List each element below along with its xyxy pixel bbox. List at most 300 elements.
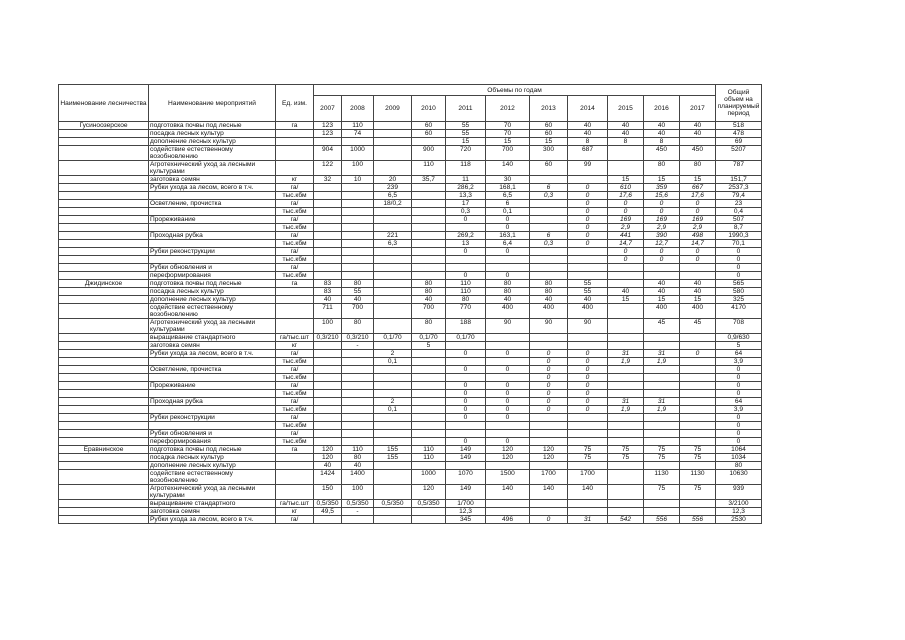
value-cell: 0 — [568, 208, 608, 216]
value-cell — [680, 438, 716, 446]
total-cell: 0,4 — [716, 208, 762, 216]
value-cell: 45 — [644, 319, 680, 334]
forestry-name-cell — [59, 350, 149, 358]
value-cell — [342, 366, 374, 374]
unit-cell: га/ — [276, 382, 314, 390]
unit-cell: тыс.кбм — [276, 358, 314, 366]
value-cell — [530, 508, 568, 516]
value-cell — [314, 232, 342, 240]
value-cell: 120 — [412, 485, 446, 500]
value-cell: 542 — [608, 516, 644, 524]
header-year: 2012 — [486, 96, 530, 122]
forestry-name-cell — [59, 390, 149, 398]
activity-name-cell: Проходная рубка — [149, 398, 276, 406]
total-cell: 4170 — [716, 304, 762, 319]
value-cell: 0,3 — [446, 208, 486, 216]
value-cell — [342, 232, 374, 240]
activity-name-cell: посадка лесных культур — [149, 454, 276, 462]
value-cell: 1,9 — [644, 406, 680, 414]
value-cell: 188 — [446, 319, 486, 334]
total-cell: 3,9 — [716, 406, 762, 414]
value-cell: 496 — [486, 516, 530, 524]
value-cell — [374, 208, 412, 216]
value-cell: 11 — [446, 176, 486, 184]
value-cell — [374, 382, 412, 390]
table-row — [59, 390, 762, 398]
value-cell: 390 — [644, 232, 680, 240]
header-year: 2017 — [680, 96, 716, 122]
value-cell — [342, 422, 374, 430]
value-cell: 55 — [446, 122, 486, 130]
value-cell — [314, 216, 342, 224]
activity-name-cell: дополнение лесных культур — [149, 462, 276, 470]
value-cell — [644, 366, 680, 374]
value-cell: 15 — [644, 176, 680, 184]
value-cell: 40 — [568, 296, 608, 304]
forestry-name-cell — [59, 146, 149, 161]
value-cell — [446, 422, 486, 430]
value-cell — [412, 358, 446, 366]
value-cell — [412, 232, 446, 240]
total-cell: 0 — [716, 374, 762, 382]
value-cell: 75 — [680, 454, 716, 462]
table-row — [59, 264, 762, 272]
header-year: 2011 — [446, 96, 486, 122]
value-cell: 49,5 — [314, 508, 342, 516]
value-cell — [374, 374, 412, 382]
value-cell — [680, 500, 716, 508]
value-cell: 0 — [446, 438, 486, 446]
value-cell: 40 — [644, 122, 680, 130]
unit-cell — [276, 138, 314, 146]
activity-name-cell — [149, 390, 276, 398]
value-cell — [342, 272, 374, 280]
activity-name-cell — [149, 208, 276, 216]
value-cell — [608, 500, 644, 508]
value-cell — [644, 272, 680, 280]
value-cell — [680, 398, 716, 406]
value-cell: 904 — [314, 146, 342, 161]
value-cell: 140 — [486, 485, 530, 500]
unit-cell — [276, 454, 314, 462]
value-cell — [680, 334, 716, 342]
total-cell: 80 — [716, 462, 762, 470]
forestry-activities-table — [58, 84, 762, 524]
value-cell — [374, 280, 412, 288]
value-cell: 2 — [374, 350, 412, 358]
value-cell: 15 — [608, 296, 644, 304]
value-cell: 1000 — [342, 146, 374, 161]
value-cell: 0 — [446, 248, 486, 256]
value-cell: 0 — [530, 374, 568, 382]
value-cell: 0 — [530, 350, 568, 358]
value-cell — [680, 366, 716, 374]
value-cell — [530, 216, 568, 224]
value-cell: 0 — [446, 398, 486, 406]
unit-cell: тыс.кбм — [276, 406, 314, 414]
table-row — [59, 288, 762, 296]
value-cell — [342, 398, 374, 406]
table-row — [59, 430, 762, 438]
value-cell: 700 — [412, 304, 446, 319]
forestry-name-cell — [59, 500, 149, 508]
unit-cell: тыс.кбм — [276, 240, 314, 248]
value-cell: 0 — [486, 224, 530, 232]
total-cell: 70,1 — [716, 240, 762, 248]
forestry-name-cell — [59, 161, 149, 176]
value-cell: 400 — [644, 304, 680, 319]
value-cell — [680, 138, 716, 146]
value-cell: 80 — [412, 319, 446, 334]
value-cell: 122 — [314, 161, 342, 176]
activity-name-cell — [149, 422, 276, 430]
value-cell — [342, 374, 374, 382]
total-cell: 1990,3 — [716, 232, 762, 240]
value-cell — [644, 414, 680, 422]
value-cell: 149 — [446, 454, 486, 462]
header-activity: Наименование мероприятий — [149, 85, 276, 122]
value-cell: 40 — [644, 130, 680, 138]
value-cell: 80 — [486, 280, 530, 288]
value-cell: 80 — [342, 280, 374, 288]
value-cell: 120 — [530, 446, 568, 454]
value-cell — [608, 304, 644, 319]
table-row — [59, 342, 762, 350]
value-cell — [374, 430, 412, 438]
value-cell: 75 — [644, 454, 680, 462]
value-cell: 400 — [568, 304, 608, 319]
value-cell — [680, 342, 716, 350]
value-cell: 498 — [680, 232, 716, 240]
value-cell: 110 — [446, 288, 486, 296]
value-cell: 770 — [446, 304, 486, 319]
value-cell — [486, 256, 530, 264]
value-cell: 31 — [568, 516, 608, 524]
forestry-name-cell — [59, 374, 149, 382]
value-cell: 0 — [644, 208, 680, 216]
value-cell — [568, 422, 608, 430]
value-cell — [412, 200, 446, 208]
value-cell — [412, 414, 446, 422]
unit-cell: га/ — [276, 398, 314, 406]
value-cell: 221 — [374, 232, 412, 240]
value-cell — [644, 342, 680, 350]
value-cell — [314, 422, 342, 430]
value-cell: 40 — [644, 280, 680, 288]
table-row — [59, 319, 762, 334]
value-cell: 40 — [608, 130, 644, 138]
value-cell: 31 — [608, 398, 644, 406]
table-row — [59, 146, 762, 161]
total-cell: 565 — [716, 280, 762, 288]
value-cell: 15,6 — [644, 192, 680, 200]
value-cell — [608, 470, 644, 485]
unit-cell — [276, 319, 314, 334]
value-cell — [374, 248, 412, 256]
value-cell: 75 — [608, 446, 644, 454]
value-cell: 1700 — [530, 470, 568, 485]
value-cell — [608, 342, 644, 350]
value-cell: 40 — [680, 288, 716, 296]
value-cell — [314, 350, 342, 358]
value-cell — [568, 430, 608, 438]
value-cell — [374, 366, 412, 374]
activity-name-cell: Рубки реконструкции — [149, 248, 276, 256]
value-cell — [608, 146, 644, 161]
value-cell: 90 — [530, 319, 568, 334]
value-cell — [374, 130, 412, 138]
total-cell: 518 — [716, 122, 762, 130]
value-cell: 120 — [530, 454, 568, 462]
value-cell — [374, 342, 412, 350]
value-cell — [314, 390, 342, 398]
value-cell — [412, 240, 446, 248]
value-cell: 75 — [568, 454, 608, 462]
value-cell — [374, 256, 412, 264]
total-cell: 0 — [716, 382, 762, 390]
value-cell — [530, 264, 568, 272]
total-cell: 0 — [716, 256, 762, 264]
value-cell: 0 — [446, 406, 486, 414]
table-row — [59, 192, 762, 200]
value-cell: 0 — [568, 184, 608, 192]
value-cell: 80 — [412, 288, 446, 296]
header-year: 2014 — [568, 96, 608, 122]
table-row — [59, 296, 762, 304]
value-cell: 400 — [680, 304, 716, 319]
activity-name-cell: Рубки ухода за лесом, всего в т.ч. — [149, 350, 276, 358]
value-cell: 40 — [486, 296, 530, 304]
value-cell: 123 — [314, 122, 342, 130]
value-cell: 2,9 — [680, 224, 716, 232]
value-cell — [412, 350, 446, 358]
value-cell: 60 — [530, 161, 568, 176]
value-cell: 20 — [374, 176, 412, 184]
table-row — [59, 334, 762, 342]
activity-name-cell: подготовка почвы под лесные — [149, 280, 276, 288]
value-cell — [342, 438, 374, 446]
forestry-name-cell — [59, 414, 149, 422]
value-cell: 711 — [314, 304, 342, 319]
value-cell: 15 — [446, 138, 486, 146]
table-row — [59, 216, 762, 224]
total-cell: 478 — [716, 130, 762, 138]
activity-name-cell: дополнение лесных культур — [149, 296, 276, 304]
value-cell: 0,1 — [486, 208, 530, 216]
value-cell: 110 — [342, 122, 374, 130]
unit-cell: тыс.кбм — [276, 192, 314, 200]
activity-name-cell: Осветление, прочистка — [149, 366, 276, 374]
value-cell — [374, 414, 412, 422]
value-cell — [608, 438, 644, 446]
value-cell — [374, 296, 412, 304]
value-cell — [680, 406, 716, 414]
value-cell: 1700 — [568, 470, 608, 485]
activity-name-cell: дополнение лесных культур — [149, 138, 276, 146]
value-cell: 40 — [608, 288, 644, 296]
unit-cell: га/ — [276, 248, 314, 256]
value-cell: 13 — [446, 240, 486, 248]
value-cell: 1424 — [314, 470, 342, 485]
value-cell: 169 — [644, 216, 680, 224]
table-row — [59, 422, 762, 430]
value-cell — [608, 264, 644, 272]
value-cell — [412, 390, 446, 398]
value-cell — [608, 161, 644, 176]
value-cell — [530, 500, 568, 508]
value-cell: 40 — [608, 122, 644, 130]
value-cell: 55 — [568, 288, 608, 296]
activity-name-cell: переформирования — [149, 272, 276, 280]
value-cell: 140 — [486, 161, 530, 176]
value-cell — [644, 382, 680, 390]
forestry-name-cell — [59, 342, 149, 350]
value-cell: 6,5 — [486, 192, 530, 200]
unit-cell — [276, 130, 314, 138]
value-cell: 120 — [486, 446, 530, 454]
value-cell — [608, 280, 644, 288]
value-cell — [644, 374, 680, 382]
value-cell: 0 — [486, 366, 530, 374]
value-cell — [314, 366, 342, 374]
value-cell — [314, 138, 342, 146]
value-cell: 150 — [314, 485, 342, 500]
activity-name-cell: содействие естественному возобновлению — [149, 304, 276, 319]
value-cell: 40 — [680, 122, 716, 130]
value-cell — [608, 508, 644, 516]
table-row — [59, 248, 762, 256]
value-cell: 80 — [644, 161, 680, 176]
value-cell — [412, 462, 446, 470]
value-cell — [530, 342, 568, 350]
value-cell: 31 — [608, 350, 644, 358]
value-cell: 0 — [446, 272, 486, 280]
value-cell — [568, 176, 608, 184]
value-cell: 0 — [446, 216, 486, 224]
unit-cell: тыс.кбм — [276, 256, 314, 264]
activity-name-cell: выращивание стандартного — [149, 500, 276, 508]
activity-name-cell: содействие естественному возобновлению — [149, 470, 276, 485]
forestry-name-cell — [59, 358, 149, 366]
value-cell: 55 — [568, 280, 608, 288]
unit-cell: га/ — [276, 516, 314, 524]
activity-name-cell — [149, 374, 276, 382]
value-cell — [608, 422, 644, 430]
value-cell — [412, 422, 446, 430]
value-cell — [680, 382, 716, 390]
total-cell: 0 — [716, 438, 762, 446]
unit-cell: кг — [276, 508, 314, 516]
value-cell: 0 — [446, 350, 486, 358]
total-cell: 325 — [716, 296, 762, 304]
value-cell: 0 — [568, 358, 608, 366]
activity-name-cell: подготовка почвы под лесные — [149, 446, 276, 454]
table-row — [59, 224, 762, 232]
total-cell: 0 — [716, 272, 762, 280]
value-cell: 110 — [412, 161, 446, 176]
total-cell: 0 — [716, 414, 762, 422]
value-cell: 14,7 — [680, 240, 716, 248]
total-cell: 8,7 — [716, 224, 762, 232]
value-cell — [374, 508, 412, 516]
value-cell — [644, 422, 680, 430]
forestry-name-cell — [59, 288, 149, 296]
value-cell — [412, 256, 446, 264]
value-cell: 0 — [568, 382, 608, 390]
value-cell — [342, 184, 374, 192]
activity-name-cell — [149, 358, 276, 366]
value-cell: 0,1/70 — [374, 334, 412, 342]
value-cell: 1500 — [486, 470, 530, 485]
value-cell — [486, 374, 530, 382]
forestry-name-cell — [59, 264, 149, 272]
value-cell: 40 — [568, 130, 608, 138]
value-cell — [568, 500, 608, 508]
value-cell — [314, 398, 342, 406]
value-cell: 75 — [608, 454, 644, 462]
value-cell — [374, 470, 412, 485]
value-cell: 15 — [680, 296, 716, 304]
value-cell: 31 — [644, 398, 680, 406]
value-cell: 8 — [608, 138, 644, 146]
value-cell — [486, 334, 530, 342]
forestry-name-cell — [59, 296, 149, 304]
forestry-name-cell — [59, 382, 149, 390]
value-cell — [342, 350, 374, 358]
value-cell: 110 — [342, 446, 374, 454]
forestry-name-cell — [59, 438, 149, 446]
total-cell: 3,9 — [716, 358, 762, 366]
total-cell: 0 — [716, 248, 762, 256]
value-cell — [342, 358, 374, 366]
value-cell — [644, 334, 680, 342]
value-cell: 15 — [644, 296, 680, 304]
value-cell — [374, 146, 412, 161]
value-cell: 0 — [486, 406, 530, 414]
header-year: 2016 — [644, 96, 680, 122]
value-cell: - — [342, 342, 374, 350]
value-cell: 5 — [412, 342, 446, 350]
value-cell: 700 — [486, 146, 530, 161]
activity-name-cell: Рубки обновления и — [149, 264, 276, 272]
table-row — [59, 485, 762, 500]
value-cell — [342, 264, 374, 272]
forestry-name-cell — [59, 304, 149, 319]
value-cell: 40 — [314, 296, 342, 304]
total-cell: 507 — [716, 216, 762, 224]
table-row — [59, 200, 762, 208]
value-cell — [374, 422, 412, 430]
value-cell — [644, 508, 680, 516]
value-cell: 0 — [568, 406, 608, 414]
forestry-name-cell — [59, 422, 149, 430]
value-cell — [530, 438, 568, 446]
value-cell — [608, 414, 644, 422]
value-cell — [412, 264, 446, 272]
value-cell: 60 — [412, 130, 446, 138]
value-cell — [412, 224, 446, 232]
value-cell — [314, 374, 342, 382]
value-cell: 55 — [342, 288, 374, 296]
value-cell: 168,1 — [486, 184, 530, 192]
value-cell — [342, 208, 374, 216]
value-cell: 13,3 — [446, 192, 486, 200]
value-cell: 0 — [530, 382, 568, 390]
table-row — [59, 358, 762, 366]
value-cell: 1000 — [412, 470, 446, 485]
value-cell — [342, 240, 374, 248]
value-cell: 169 — [680, 216, 716, 224]
